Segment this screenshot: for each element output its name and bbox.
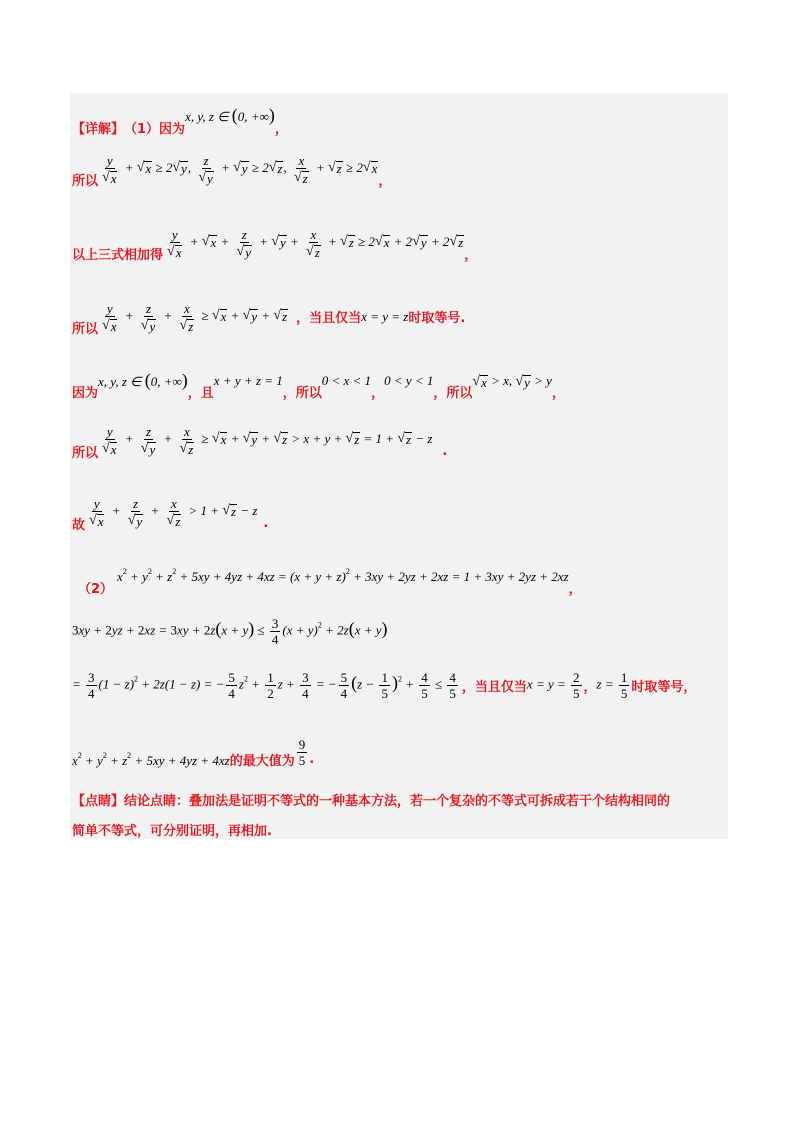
comment-text-1: 结论点睛：叠加法是证明不等式的一种基本方法，若一个复杂的不等式可拆成若干个结构相同的 — [124, 794, 671, 809]
math-expansion: $x^2 + y^2 + z^2 + 5xy + 4yz + 4xz = (x + y + z)^2 + 3xy + 2yz + 2xz = 1 + 3xy + 2yz + 2xz$ — [117, 566, 569, 584]
equality-taken-2: 时取等号， — [631, 680, 697, 695]
math-chain-inequality: y √ x + z √ y + x √ z ≥ √ x + √ y + √ z > x + y + √ z = 1 + √ z − z — [102, 423, 433, 457]
comma: ， — [274, 122, 288, 137]
math-conclusion-1: y √ x + z √ y + x √ z > 1 + √ z − z — [89, 495, 258, 529]
solution-panel — [70, 93, 728, 839]
math-x-range: 0 < x < 1 — [321, 372, 372, 388]
math-bound-2: = $\frac{3}{4}$ $(1 - z)^2 + 2z(1 - z)$ = − $\frac{5}{4}$ $z^2$ + $\frac{1}{2}$ z + $\frac{3}{4}$ = − $\frac{5}{4}$ (z − $\frac{1}{5}$ )$^2$ + $\frac{4}{5}$ ≤ $\frac{4}{5}$ — [72, 670, 456, 701]
so2-label: ，所以 — [433, 386, 473, 401]
math-domain: x, y, z ∈ (0, +∞) — [185, 105, 275, 125]
line-because — [72, 366, 565, 401]
math-equality-condition: x = y = z — [361, 308, 409, 324]
equality-taken: 时取等号. — [408, 311, 466, 326]
comma: ， — [371, 386, 385, 401]
math-y-range: 0 < y < 1 — [384, 372, 434, 388]
math-expression: $x^2 + y^2 + z^2 + 5xy + 4yz + 4xz$ — [72, 750, 230, 768]
part2-label: （2） — [78, 582, 114, 597]
comma: ， — [583, 680, 597, 695]
line-max — [72, 736, 314, 769]
math-sum-inequality: y √ x + √ x + z √ y + √ y + x √ z + √ z ≥ 2 √ x + 2 √ y + 2 √ z — [167, 226, 464, 260]
and-label: ，且 — [187, 386, 214, 401]
so2-label: ，所以 — [282, 386, 322, 401]
equality-when: ，当且仅当 — [296, 311, 362, 326]
math-bound-1: 3xy + 2yz + 2xz = 3xy + 2z(x + y) ≤ $\frac{3}{4}$ $(x + y)^2 + 2z(x + y)$ — [72, 616, 388, 647]
add-three-label: 以上三式相加得 — [72, 248, 164, 263]
comma: ， — [568, 582, 582, 597]
so-label: 所以 — [72, 322, 99, 337]
comment-text-2: 简单不等式，可分别证明，再相加. — [72, 824, 272, 839]
math-three-inequalities: y √ x + √ x ≥ 2 √ y , z √ y + √ y ≥ 2 √ z , x √ z + √ z ≥ 2 √ x — [102, 152, 378, 186]
line-chain — [72, 418, 447, 461]
because-label: 因为 — [72, 386, 99, 401]
comma: ， — [464, 248, 478, 263]
comment-line-2 — [72, 820, 272, 839]
math-max-value: $\frac{9}{5}$ — [298, 737, 306, 768]
therefore-label: 故 — [72, 518, 86, 533]
line-sum — [72, 222, 477, 263]
line-bound — [72, 616, 388, 647]
line-part2 — [72, 560, 582, 597]
math-root-compare: √ x > x, √ y > y — [472, 372, 552, 390]
math-sum-one: x + y + z = 1 — [213, 372, 283, 388]
comment-line-1 — [72, 790, 670, 809]
line-therefore — [72, 490, 268, 533]
line-detail — [72, 100, 288, 137]
detail-tag: 【详解】 — [72, 122, 125, 137]
line-result-1 — [72, 296, 465, 337]
math-result-inequality: y √ x + z √ y + x √ z ≥ √ x + √ y + √ z — [102, 300, 288, 334]
line-three-ineq — [72, 148, 391, 189]
comma: ， — [378, 174, 392, 189]
equality-when-2: ，当且仅当 — [461, 680, 527, 695]
period: . — [309, 752, 315, 767]
comment-tag: 【点睛】 — [72, 794, 125, 809]
math-equality-z: z = $\frac{1}{5}$ — [596, 670, 628, 701]
period: . — [263, 516, 269, 531]
math-equality-xy: x = y = $\frac{2}{5}$ — [526, 670, 580, 701]
period: . — [442, 444, 448, 459]
comma: ， — [551, 386, 565, 401]
max-value-label: 的最大值为 — [229, 754, 295, 769]
so-label: 所以 — [72, 174, 99, 189]
math-domain-2: x, y, z ∈ (0, +∞) — [98, 370, 188, 390]
line-bound-2 — [72, 670, 696, 701]
part1-label: （1）因为 — [124, 122, 186, 137]
so-label: 所以 — [72, 446, 99, 461]
